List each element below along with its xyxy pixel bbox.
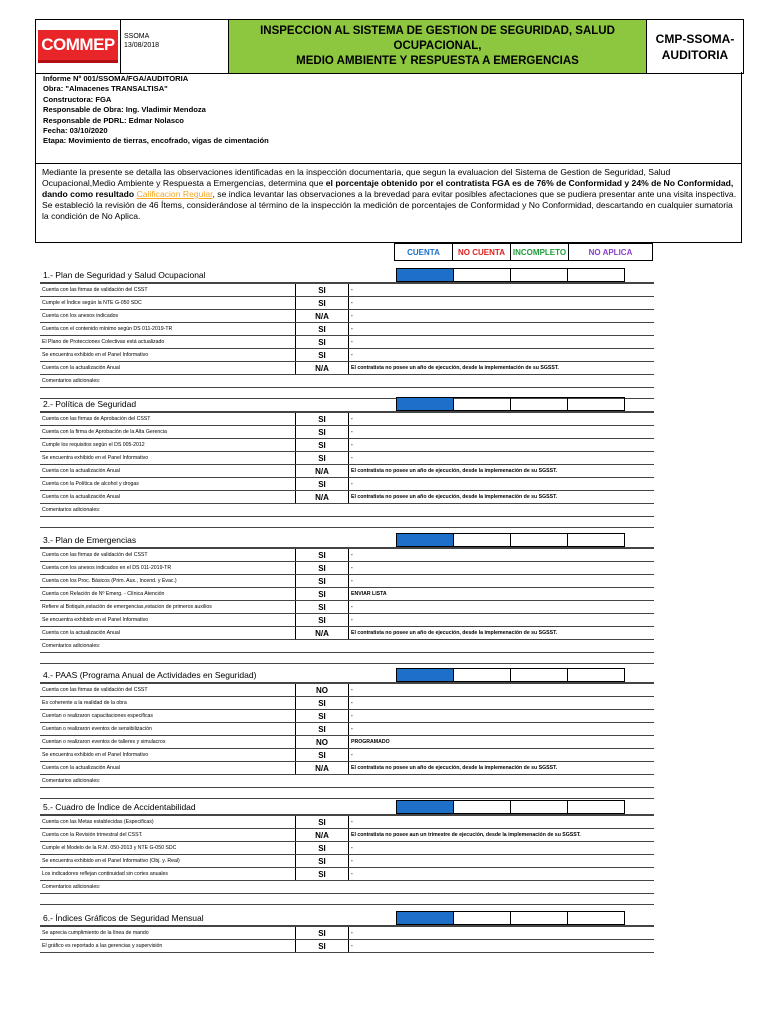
legend-no-cuenta: NO CUENTA	[453, 244, 511, 260]
checklist-row	[40, 627, 654, 640]
status-box-cuenta	[397, 398, 454, 410]
doc-code-cell	[121, 20, 229, 73]
item-value[interactable]: SI	[295, 562, 349, 574]
checklist-row	[40, 829, 654, 842]
item-value[interactable]: N/A	[295, 829, 349, 841]
item-value[interactable]: SI	[295, 413, 349, 425]
status-box-empty	[454, 398, 511, 410]
item-value[interactable]: SI	[295, 842, 349, 854]
status-summary-boxes	[396, 397, 625, 411]
checklist-rows	[40, 682, 654, 799]
item-label: Cuenta con Relación de Nº Emerg. - Clínica Atención	[42, 591, 165, 597]
checklist-row	[40, 439, 654, 452]
section-title-text: 4.- PAAS (Programa Anual de Actividades en Seguridad)	[43, 670, 257, 680]
comments-label: Comentarios adicionales:	[40, 881, 654, 894]
status-summary-boxes	[396, 911, 625, 925]
checklist-row	[40, 842, 654, 855]
comments-label: Comentarios adicionales:	[40, 375, 654, 388]
item-comment[interactable]: -	[351, 352, 353, 358]
item-value[interactable]: SI	[295, 336, 349, 348]
checklist-row	[40, 412, 654, 426]
item-comment[interactable]: -	[351, 752, 353, 758]
section-4	[40, 668, 654, 799]
item-value[interactable]: SI	[295, 549, 349, 561]
status-box-empty	[568, 801, 624, 813]
item-value[interactable]: NO	[295, 736, 349, 748]
item-label: Cuentan o realizaron eventos de sensibilización	[42, 726, 152, 732]
intro-p1-b: , se indica levantar las observaciones a la brevedad para evitar posibles afectaciones que se pudiera presentar ante una visita inspectiva.	[212, 189, 737, 199]
report-date: Fecha: 03/10/2020	[43, 126, 108, 136]
item-label: Cuenta con el contenido mínimo según DS 011-2019-TR	[42, 326, 173, 332]
item-value[interactable]: SI	[295, 575, 349, 587]
section-title-text: 1.- Plan de Seguridad y Salud Ocupacional	[43, 270, 206, 280]
item-label: Cuenta con las Metas establecidas (Especificas)	[42, 819, 154, 825]
status-box-empty	[511, 801, 568, 813]
item-comment[interactable]: -	[351, 481, 353, 487]
item-value[interactable]: SI	[295, 749, 349, 761]
legend-incompleto: INCOMPLETO	[511, 244, 569, 260]
checklist-row	[40, 491, 654, 504]
status-box-empty	[511, 534, 568, 546]
checklist-rows	[40, 547, 654, 664]
item-comment[interactable]: -	[351, 845, 353, 851]
item-label: El Plano de Protecciones Colectivas está actualizado	[42, 339, 165, 345]
checklist-row	[40, 323, 654, 336]
item-comment[interactable]: -	[351, 687, 353, 693]
checklist-row	[40, 465, 654, 478]
item-value[interactable]: SI	[295, 284, 349, 296]
checklist-row	[40, 683, 654, 697]
contractor: Constructora: FGA	[43, 94, 112, 104]
section-title	[40, 533, 654, 547]
item-comment[interactable]: -	[351, 726, 353, 732]
status-summary-boxes	[396, 800, 625, 814]
item-value[interactable]: SI	[295, 723, 349, 735]
checklist-row	[40, 575, 654, 588]
item-comment[interactable]: -	[351, 871, 353, 877]
item-comment[interactable]: -	[351, 858, 353, 864]
section-title	[40, 268, 654, 282]
status-box-empty	[511, 912, 568, 924]
status-box-empty	[568, 912, 624, 924]
status-box-empty	[511, 269, 568, 281]
section-title-text: 5.- Cuadro de Índice de Accidentabilidad	[43, 802, 196, 812]
status-box-empty	[568, 269, 624, 281]
status-box-empty	[568, 669, 624, 681]
item-value[interactable]: N/A	[295, 627, 349, 639]
item-label: Cuenta con la actualización Anual	[42, 365, 120, 371]
comments-field[interactable]	[40, 894, 654, 905]
item-label: Los indicadores reflejan continuidad sin cortes anuales	[42, 871, 169, 877]
legend-cuenta: CUENTA	[395, 244, 453, 260]
item-label: Cuenta con las firmas de validación del CSST	[42, 687, 148, 693]
item-comment[interactable]: -	[351, 819, 353, 825]
checklist-row	[40, 548, 654, 562]
status-box-empty	[568, 534, 624, 546]
status-summary-boxes	[396, 268, 625, 282]
item-comment[interactable]: -	[351, 552, 353, 558]
item-label: Es coherente a la realidad de la obra	[42, 700, 127, 706]
project-name: Obra: "Almacenes TRANSALTISA"	[43, 84, 168, 94]
item-comment[interactable]: -	[351, 943, 353, 949]
item-comment[interactable]: -	[351, 287, 353, 293]
item-label: Cuenta con los anexos indicados	[42, 313, 119, 319]
status-legend	[394, 243, 653, 261]
pdrl-manager: Responsable de PDRL: Edmar Nolasco	[43, 115, 184, 125]
item-comment[interactable]: -	[351, 930, 353, 936]
item-label: Cuenta con la firma de Aprobación de la Alta Gerencia	[42, 429, 167, 435]
item-label: Se encuentra exhibido en el Panel Informativo	[42, 617, 149, 623]
report-number: Informe Nº 001/SSOMA/FGA/AUDITORIA	[43, 74, 189, 83]
item-comment[interactable]: El contratista no posee un año de ejecución, desde la implemenación de su SGSST.	[351, 494, 558, 500]
status-box-empty	[568, 398, 624, 410]
item-label: Cumple el Modelo de la R.M. 050-2013 y NTE G-050 SDC	[42, 845, 177, 851]
comments-field[interactable]	[40, 653, 654, 664]
item-value[interactable]: SI	[295, 349, 349, 361]
checklist-row	[40, 697, 654, 710]
checklist-row	[40, 452, 654, 465]
item-label: Se encuentra exhibido en el Panel Informativo	[42, 752, 149, 758]
item-comment[interactable]: El contratista no posee un año de ejecución, desde la implementación de su SGSST.	[351, 365, 559, 371]
comments-label: Comentarios adicionales:	[40, 504, 654, 517]
legend-no-aplica: NO APLICA	[588, 247, 633, 257]
section-title	[40, 668, 654, 682]
status-box-cuenta	[397, 269, 454, 281]
item-comment[interactable]: -	[351, 604, 353, 610]
doc-ref-line1: CMP-SSOMA-	[655, 31, 735, 46]
checklist-row	[40, 868, 654, 881]
checklist-row	[40, 940, 654, 953]
item-value[interactable]: SI	[295, 855, 349, 867]
item-comment[interactable]: ENVIAR LISTA	[351, 591, 387, 597]
status-box-empty	[511, 398, 568, 410]
checklist-row	[40, 562, 654, 575]
item-value[interactable]: SI	[295, 478, 349, 490]
item-label: Se encuentra exhibido en el Panel Informativo	[42, 352, 149, 358]
item-value[interactable]: N/A	[295, 465, 349, 477]
item-label: Cuenta con la Revisión trimestral del CSST.	[42, 832, 143, 838]
site-manager: Responsable de Obra: Ing. Vladimir Mendoza	[43, 105, 206, 115]
item-value[interactable]: SI	[295, 927, 349, 939]
item-comment[interactable]: -	[351, 326, 353, 332]
item-comment[interactable]: -	[351, 313, 353, 319]
checklist-row	[40, 762, 654, 775]
section-title-text: 3.- Plan de Emergencias	[43, 535, 137, 545]
intro-p2: Se estableció la revisión de 46 Ítems, considerándose al término de la inspección la medición de porcentajes de Conformidad y No Conformidad, descartando en cualquier sumatoria la condición de No Aplica.	[42, 200, 733, 221]
checklist-row	[40, 283, 654, 297]
item-comment[interactable]: -	[351, 617, 353, 623]
status-box-empty	[454, 912, 511, 924]
item-label: Se encuentra exhibido en el Panel Informativo	[42, 455, 149, 461]
checklist-row	[40, 426, 654, 439]
intro-p1-bold: el porcentaje obtenido por el contratista FGA es de 76% de Conformidad y 24% de No Conformidad, dando como resultado	[42, 178, 734, 199]
checklist-row	[40, 749, 654, 762]
item-label: Cuenta con las firmas de Aprobación del CSST	[42, 416, 151, 422]
item-value[interactable]: NO	[295, 684, 349, 696]
item-value[interactable]: SI	[295, 297, 349, 309]
status-box-cuenta	[397, 912, 454, 924]
status-box-empty	[454, 669, 511, 681]
item-comment[interactable]: -	[351, 455, 353, 461]
checklist-row	[40, 855, 654, 868]
item-label: Cumple los requisitos según el DS 005-2012	[42, 442, 145, 448]
checklist-row	[40, 310, 654, 323]
status-summary-boxes	[396, 533, 625, 547]
item-label: Cuenta con la actualización Anual	[42, 494, 120, 500]
item-label: El gráfico es reportado a las gerencias y supervisión	[42, 943, 163, 949]
doc-title	[229, 20, 647, 73]
item-comment[interactable]: -	[351, 700, 353, 706]
item-comment[interactable]: El contratista no posee un año de ejecución, desde la implemenación de su SGSST.	[351, 765, 558, 771]
checklist-row	[40, 478, 654, 491]
item-value[interactable]: SI	[295, 697, 349, 709]
checklist-row	[40, 362, 654, 375]
intro-p1-a: Mediante la presente se detalla las observaciones identificadas en la inspección documentaria, que segun la evaluacion del Sistema de Gestion de Seguridad, Salud Ocupacional,Medio Ambiente y Respuesta a Emergencias, determina que	[42, 167, 671, 188]
item-value[interactable]: SI	[295, 452, 349, 464]
item-value[interactable]: N/A	[295, 491, 349, 503]
section-3	[40, 533, 654, 664]
item-comment[interactable]: -	[351, 565, 353, 571]
item-label: Cuenta con las firmas de validación del CSST	[42, 552, 148, 558]
checklist-row	[40, 297, 654, 310]
logo-cell	[36, 20, 121, 73]
rating-highlight: Calificacion Regular	[136, 189, 213, 199]
checklist-row	[40, 815, 654, 829]
item-label: Se aprecia cumplimiento de la línea de mando	[42, 930, 149, 936]
doc-title-line1: INSPECCION AL SISTEMA DE GESTION DE SEGURIDAD, SALUD OCUPACIONAL,	[260, 25, 615, 52]
item-comment[interactable]: -	[351, 416, 353, 422]
checklist-row	[40, 349, 654, 362]
item-label: Cuentan o realizaron eventos de talleres y simulacros	[42, 739, 166, 745]
item-value[interactable]: N/A	[295, 362, 349, 374]
item-comment[interactable]: PROGRAMADO	[351, 739, 390, 745]
item-label: Cuentan o realizaron capacitaciones especificas	[42, 713, 154, 719]
doc-ref	[647, 20, 743, 73]
doc-code: SSOMA	[124, 33, 150, 40]
status-box-empty	[454, 801, 511, 813]
item-label: Cuenta con los anexos indicados en el DS 011-2019-TR	[42, 565, 172, 571]
doc-date: 13/08/2018	[124, 42, 160, 49]
item-comment[interactable]: -	[351, 442, 353, 448]
work-stage: Etapa: Movimiento de tierras, encofrado, vigas de cimentación	[43, 136, 269, 146]
item-label: Cuenta con la actualización Anual	[42, 468, 120, 474]
item-comment[interactable]: -	[351, 713, 353, 719]
doc-ref-line2: AUDITORIA	[661, 47, 729, 62]
item-value[interactable]: SI	[295, 940, 349, 952]
item-value[interactable]: SI	[295, 439, 349, 451]
item-value[interactable]: SI	[295, 816, 349, 828]
checklist-row	[40, 723, 654, 736]
status-box-cuenta	[397, 669, 454, 681]
section-title-text: 6.- Índices Gráficos de Seguridad Mensual	[43, 913, 204, 923]
item-label: Refiere al Botiquin,estación de emergencias,estacion de primeros auxilios	[42, 604, 212, 610]
status-summary-boxes	[396, 668, 625, 682]
item-comment[interactable]: El contratista no posee un año de ejecución, desde la implemenación de su SGSST.	[351, 468, 558, 474]
item-comment[interactable]: -	[351, 300, 353, 306]
item-value[interactable]: N/A	[295, 762, 349, 774]
item-value[interactable]: SI	[295, 426, 349, 438]
comments-label: Comentarios adicionales:	[40, 775, 654, 788]
checklist-rows	[40, 282, 654, 399]
item-value[interactable]: SI	[295, 601, 349, 613]
item-value[interactable]: SI	[295, 868, 349, 880]
item-comment[interactable]: El contratista no posee un año de ejecución, desde la implemenación de su SGSST.	[351, 630, 558, 636]
checklist-row	[40, 614, 654, 627]
item-comment[interactable]: -	[351, 578, 353, 584]
doc-title-line2: MEDIO AMBIENTE Y RESPUESTA A EMERGENCIAS	[296, 55, 579, 67]
item-comment[interactable]: -	[351, 429, 353, 435]
section-1	[40, 268, 654, 399]
item-value[interactable]: SI	[295, 614, 349, 626]
item-comment[interactable]: El contratista no posee aun un trimestre de ejecución, desde la implemenación de su SGSST.	[351, 832, 581, 838]
report-info	[35, 72, 742, 164]
item-label: Cuenta con las firmas de validación del CSST	[42, 287, 148, 293]
item-label: Cuenta con la actualización Anual	[42, 630, 120, 636]
checklist-row	[40, 601, 654, 614]
item-label: Cuenta con la Política de alcohol y drogas	[42, 481, 139, 487]
checklist-row	[40, 588, 654, 601]
section-2	[40, 397, 654, 528]
comments-field[interactable]	[40, 517, 654, 528]
item-value[interactable]: SI	[295, 710, 349, 722]
comments-field[interactable]	[40, 788, 654, 799]
item-value[interactable]: N/A	[295, 310, 349, 322]
section-title	[40, 397, 654, 411]
status-box-empty	[454, 534, 511, 546]
status-box-empty	[511, 669, 568, 681]
section-title-text: 2.- Política de Seguridad	[43, 399, 137, 409]
item-label: Cuenta con los Proc. Básicos (Prim. Aux., Incend. y Evac.)	[42, 578, 177, 584]
checklist-row	[40, 926, 654, 940]
item-label: Cumple el Índice según la NTE G-050 SDC	[42, 300, 142, 306]
section-5	[40, 800, 654, 905]
checklist-row	[40, 736, 654, 749]
item-value[interactable]: SI	[295, 323, 349, 335]
checklist-row	[40, 710, 654, 723]
checklist-row	[40, 336, 654, 349]
status-box-cuenta	[397, 801, 454, 813]
section-title	[40, 800, 654, 814]
document-header	[35, 19, 744, 74]
checklist-rows	[40, 411, 654, 528]
section-title	[40, 911, 654, 925]
commep-logo: COMMEP	[38, 30, 118, 63]
item-label: Cuenta con la actualización Anual	[42, 765, 120, 771]
section-6	[40, 911, 654, 953]
comments-label: Comentarios adicionales:	[40, 640, 654, 653]
status-box-cuenta	[397, 534, 454, 546]
checklist-rows	[40, 925, 654, 953]
item-value[interactable]: SI	[295, 588, 349, 600]
checklist-rows	[40, 814, 654, 905]
intro-text	[35, 164, 742, 243]
item-comment[interactable]: -	[351, 339, 353, 345]
status-box-empty	[454, 269, 511, 281]
item-label: Se encuentra exhibido en el Panel Informativo (Obj. y. Real)	[42, 858, 180, 864]
